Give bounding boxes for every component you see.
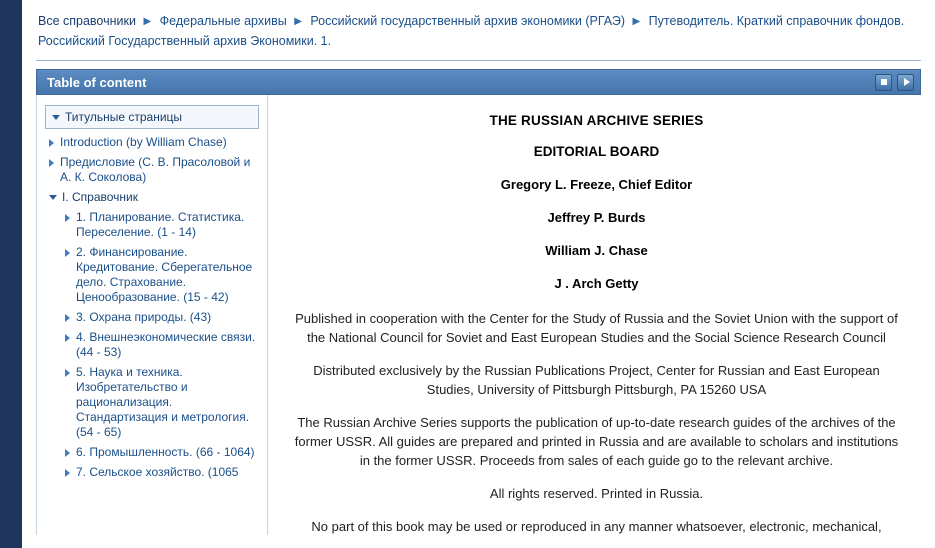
breadcrumb-separator-icon: ▶ xyxy=(632,16,641,27)
breadcrumb-item-federal-archives[interactable]: Федеральные архивы xyxy=(159,14,287,28)
editor-name: J . Arch Getty xyxy=(554,276,639,291)
sidebar-item-chapter-3[interactable] xyxy=(45,310,259,325)
chevron-right-icon xyxy=(65,214,70,222)
table-of-content-bar xyxy=(36,69,921,95)
sidebar-item-label: 7. Сельское хозяйство. (1065 xyxy=(76,465,239,479)
breadcrumb-item-rgae[interactable]: Российский государственный архив экономики (РГАЭ) xyxy=(310,14,625,28)
breadcrumb-separator-icon: ▶ xyxy=(294,16,302,27)
play-icon[interactable] xyxy=(897,74,914,91)
content-area xyxy=(36,95,921,535)
sidebar-item-preface[interactable] xyxy=(45,155,259,185)
editor-name: Jeffrey P. Burds xyxy=(547,210,646,225)
chevron-right-icon xyxy=(65,469,70,477)
breadcrumb xyxy=(22,0,935,56)
sidebar-item-label: 5. Наука и техника. Изобретательство и рационализация. Стандартизация и метрология. (54 - 65) xyxy=(76,365,250,439)
chevron-down-icon xyxy=(52,115,60,120)
editor-name: Gregory L. Freeze, Chief Editor xyxy=(500,177,693,192)
chevron-right-icon xyxy=(65,369,70,377)
sidebar-item-label: Предисловие (С. В. Прасоловой и А. К. Соколова) xyxy=(60,155,251,184)
sidebar-item-label: Титульные страницы xyxy=(65,110,183,124)
sidebar-item-label: I. Справочник xyxy=(62,190,138,204)
document-paragraph: Published in cooperation with the Center for the Study of Russia and the Soviet Union with the support of the National Council for Soviet and East European Studies and the Social Science Research Council xyxy=(295,311,898,345)
sidebar-item-title-pages[interactable] xyxy=(45,105,259,129)
breadcrumb-item-all-guides[interactable]: Все справочники xyxy=(38,14,136,28)
left-accent-bar xyxy=(0,0,22,548)
chevron-right-icon xyxy=(65,449,70,457)
document-paragraph: Distributed exclusively by the Russian Publications Project, Center for Russian and East European Studies, University of Pittsburgh Pittsburgh, PA 15260 USA xyxy=(313,363,880,397)
breadcrumb-item-guide[interactable]: Путеводитель. Краткий справочник фондов. Российский Государственный архив Экономики. 1. xyxy=(38,14,905,48)
sidebar-item-chapter-5[interactable] xyxy=(45,365,259,440)
sidebar-item-chapter-7[interactable] xyxy=(45,465,259,480)
editor-name: William J. Chase xyxy=(545,243,648,258)
document-title: THE RUSSIAN ARCHIVE SERIES xyxy=(489,113,704,128)
sidebar-item-label: 2. Финансирование. Кредитование. Сберегательное дело. Страхование. Ценообразование. (15 - 42) xyxy=(76,245,253,304)
sidebar-item-label: 1. Планирование. Статистика. Переселение. (1 - 14) xyxy=(76,210,245,239)
document-paragraph: All rights reserved. Printed in Russia. xyxy=(489,486,704,501)
sidebar-item-chapter-4[interactable] xyxy=(45,330,259,360)
chevron-right-icon xyxy=(65,249,70,257)
document-subtitle: EDITORIAL BOARD xyxy=(533,144,660,159)
toc-sidebar[interactable] xyxy=(36,95,268,535)
chevron-right-icon xyxy=(65,314,70,322)
stop-icon[interactable] xyxy=(875,74,892,91)
chevron-right-icon xyxy=(49,139,54,147)
document-paragraph: The Russian Archive Series supports the publication of up-to-date research guides of the archives of the former USSR. All guides are prepared and printed in Russia and are available to scholars and institutions in the former USSR. Proceeds from sales of each guide go to the relevant archive. xyxy=(294,415,899,468)
sidebar-item-handbook[interactable] xyxy=(45,190,259,205)
document-paragraph: No part of this book may be used or reproduced in any manner whatsoever, electronic, mechanical, xyxy=(311,519,882,534)
sidebar-item-chapter-2[interactable] xyxy=(45,245,259,305)
chevron-down-icon xyxy=(49,195,57,200)
sidebar-item-chapter-1[interactable] xyxy=(45,210,259,240)
sidebar-item-chapter-6[interactable] xyxy=(45,445,259,460)
sidebar-item-label: 4. Внешнеэкономические связи. (44 - 53) xyxy=(76,330,256,359)
breadcrumb-divider xyxy=(36,60,921,61)
breadcrumb-separator-icon: ▶ xyxy=(143,16,152,27)
chevron-right-icon xyxy=(49,159,54,167)
sidebar-item-introduction[interactable] xyxy=(45,135,259,150)
sidebar-item-label: 3. Охрана природы. (43) xyxy=(76,310,212,324)
chevron-right-icon xyxy=(65,334,70,342)
table-of-content-title: Table of content xyxy=(47,74,147,90)
sidebar-item-label: 6. Промышленность. (66 - 1064) xyxy=(76,445,255,459)
toc-list xyxy=(45,135,259,480)
page-container xyxy=(22,0,935,548)
document-reader xyxy=(268,95,921,535)
sidebar-item-label: Introduction (by William Chase) xyxy=(60,135,227,149)
